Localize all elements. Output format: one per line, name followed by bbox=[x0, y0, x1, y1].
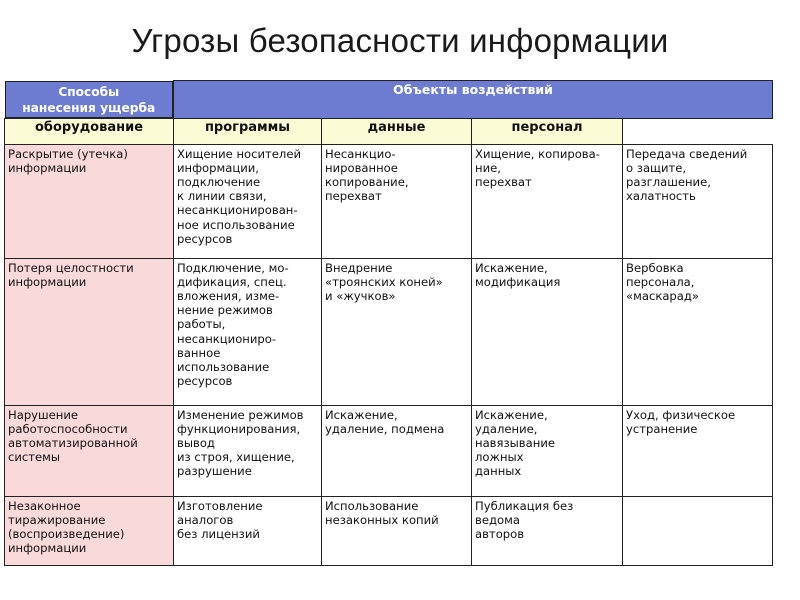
row-header-label: Незаконное тиражирование (воспроизведение) информации bbox=[8, 498, 125, 556]
row-header-label: Раскрытие (утечка) информации bbox=[8, 146, 128, 175]
table-row bbox=[5, 405, 773, 496]
table-row bbox=[5, 258, 773, 405]
cell-text: Использование незаконных копий bbox=[325, 498, 439, 527]
table-cell bbox=[623, 405, 773, 496]
cell-text: Искажение, модификация bbox=[475, 260, 561, 289]
header-row bbox=[5, 81, 773, 119]
table-cell bbox=[623, 144, 773, 258]
table-cell bbox=[472, 496, 623, 565]
row-header-illegal-copying bbox=[5, 496, 174, 565]
column-header-equipment: оборудование bbox=[5, 118, 174, 144]
table-cell bbox=[472, 405, 623, 496]
cell-text: Искажение, удаление, навязывание ложных данных bbox=[475, 407, 555, 479]
cell-text: Подключение, мо- дификация, спец. вложения, изме- нение режимов работы, несанкциониро- ванное использование ресурсов bbox=[177, 260, 289, 389]
table-cell bbox=[174, 496, 322, 565]
cell-text: Передача сведений о защите, разглашение, халатность bbox=[626, 146, 748, 204]
objects-header: Объекты воздействий bbox=[174, 81, 773, 119]
table-cell bbox=[623, 258, 773, 405]
table-cell bbox=[472, 144, 623, 258]
column-header-programs: программы bbox=[174, 118, 322, 144]
table-row bbox=[5, 496, 773, 565]
column-header-personnel: персонал bbox=[472, 118, 623, 144]
cell-text: Хищение, копирова- ние, перехват bbox=[475, 146, 600, 189]
table-cell bbox=[322, 405, 472, 496]
table-cell bbox=[174, 405, 322, 496]
cell-text: Уход, физическое устранение bbox=[626, 407, 736, 436]
table-cell bbox=[322, 496, 472, 565]
row-header-integrity-loss bbox=[5, 258, 174, 405]
cell-text: Несанкцио- нированное копирование, перехват bbox=[325, 146, 409, 204]
threats-table bbox=[4, 80, 773, 566]
row-header-label: Нарушение работоспособности автоматизированной системы bbox=[8, 407, 138, 465]
table-cell bbox=[174, 144, 322, 258]
table-row bbox=[5, 144, 773, 258]
cell-text: Изготовление аналогов без лицензий bbox=[177, 498, 263, 541]
table-cell bbox=[322, 258, 472, 405]
subheader-row bbox=[5, 118, 773, 144]
cell-text: Вербовка персонала, «маскарад» bbox=[626, 260, 699, 303]
cell-text: Публикация без ведома авторов bbox=[475, 498, 574, 541]
cell-text: Хищение носителей информации, подключение к линии связи, несанкционирован- ное использование ресурсов bbox=[177, 146, 302, 246]
row-header-disclosure bbox=[5, 144, 174, 258]
table-cell bbox=[174, 258, 322, 405]
column-header-data: данные bbox=[322, 118, 472, 144]
table-cell bbox=[322, 144, 472, 258]
table-cell bbox=[623, 496, 773, 565]
slide-title: Угрозы безопасности информации bbox=[131, 22, 669, 59]
row-header-availability bbox=[5, 405, 174, 496]
row-header-label: Потеря целостности информации bbox=[8, 260, 134, 289]
methods-header: Способы нанесения ущерба bbox=[5, 81, 174, 118]
cell-text: Искажение, удаление, подмена bbox=[325, 407, 445, 436]
cell-text: Изменение режимов функционирования, вывод из строя, хищение, разрушение bbox=[177, 407, 304, 479]
cell-text: Внедрение «троянских коней» и «жучков» bbox=[325, 260, 443, 303]
table-cell bbox=[472, 258, 623, 405]
